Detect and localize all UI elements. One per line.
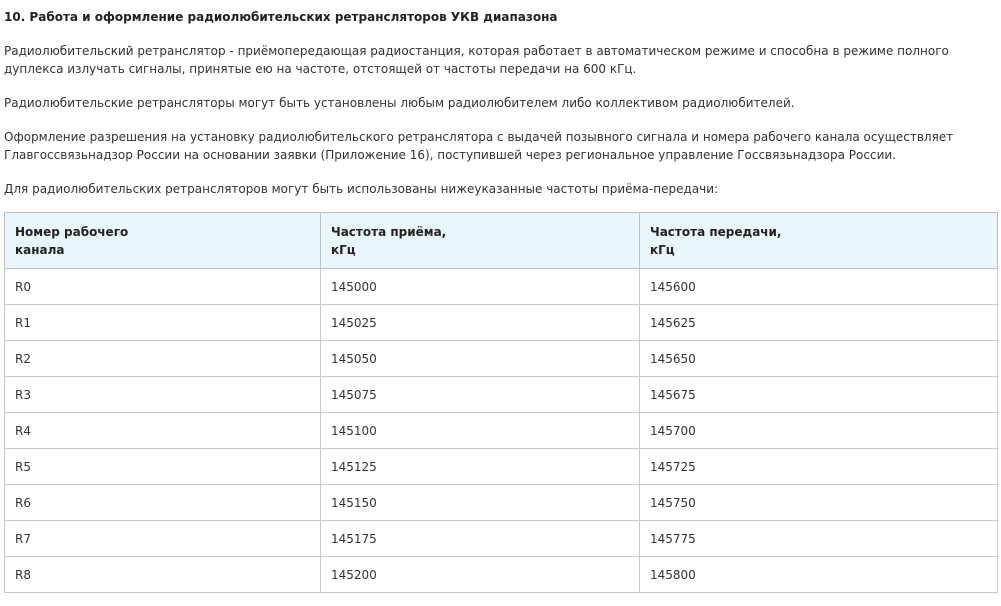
cell-channel: R0 (5, 269, 321, 305)
cell-receive-frequency: 145075 (321, 377, 640, 413)
table-row (5, 341, 998, 377)
document-content (4, 0, 997, 582)
cell-receive-frequency: 145025 (321, 305, 640, 341)
header-channel-number (5, 213, 321, 269)
header-channel-number-line-1: Номер рабочего (15, 225, 129, 239)
cell-receive-frequency: 145150 (321, 485, 640, 521)
table-row (5, 557, 998, 593)
cell-receive-frequency: 145175 (321, 521, 640, 557)
cell-channel: R6 (5, 485, 321, 521)
cell-receive-frequency: 145050 (321, 341, 640, 377)
header-channel-number-line-2: канала (15, 243, 65, 257)
header-receive-frequency-line-2: кГц (331, 243, 356, 257)
header-receive-frequency-line-1: Частота приёма, (331, 225, 447, 239)
cell-receive-frequency: 145100 (321, 413, 640, 449)
table-row (5, 413, 998, 449)
cell-transmit-frequency: 145700 (640, 413, 998, 449)
cell-transmit-frequency: 145675 (640, 377, 998, 413)
cell-channel: R3 (5, 377, 321, 413)
table-row (5, 485, 998, 521)
paragraph-definition: Радиолюбительский ретранслятор - приёмопередающая радиостанция, которая работает в автоматическом режиме и способна в режиме полного дуплекса излучать сигналы, принятые ею на частоте, отстоящей от частоты передачи на 600 кГц. (4, 44, 949, 76)
cell-channel: R7 (5, 521, 321, 557)
table-row (5, 305, 998, 341)
cell-transmit-frequency: 145775 (640, 521, 998, 557)
cell-channel: R8 (5, 557, 321, 593)
cell-transmit-frequency: 145625 (640, 305, 998, 341)
header-receive-frequency (321, 213, 640, 269)
header-transmit-frequency-line-1: Частота передачи, (650, 225, 782, 239)
cell-receive-frequency: 145000 (321, 269, 640, 305)
header-transmit-frequency (640, 213, 998, 269)
cell-channel: R5 (5, 449, 321, 485)
paragraph-installers: Радиолюбительские ретрансляторы могут быть установлены любым радиолюбителем либо коллективом радиолюбителей. (4, 96, 795, 110)
table-row (5, 521, 998, 557)
cell-transmit-frequency: 145650 (640, 341, 998, 377)
frequency-table (4, 212, 998, 593)
paragraph-frequencies-intro: Для радиолюбительских ретрансляторов могут быть использованы нижеуказанные частоты приёма-передачи: (4, 182, 719, 196)
paragraph-permission: Оформление разрешения на установку радиолюбительского ретранслятора с выдачей позывного сигнала и номера рабочего канала осуществляет Главгоссвязьнадзор России на основании заявки (Приложение 16), поступившей через региональное управление Госсвязьнадзора России. (4, 130, 954, 162)
table-row (5, 449, 998, 485)
cell-receive-frequency: 145125 (321, 449, 640, 485)
table-row (5, 269, 998, 305)
cell-channel: R2 (5, 341, 321, 377)
cell-receive-frequency: 145200 (321, 557, 640, 593)
cell-channel: R1 (5, 305, 321, 341)
cell-channel: R4 (5, 413, 321, 449)
cell-transmit-frequency: 145600 (640, 269, 998, 305)
section-title: 10. Работа и оформление радиолюбительских ретрансляторов УКВ диапазона (4, 10, 558, 24)
cell-transmit-frequency: 145725 (640, 449, 998, 485)
table-row (5, 377, 998, 413)
cell-transmit-frequency: 145800 (640, 557, 998, 593)
header-transmit-frequency-line-2: кГц (650, 243, 675, 257)
cell-transmit-frequency: 145750 (640, 485, 998, 521)
table-header-row (5, 213, 998, 269)
